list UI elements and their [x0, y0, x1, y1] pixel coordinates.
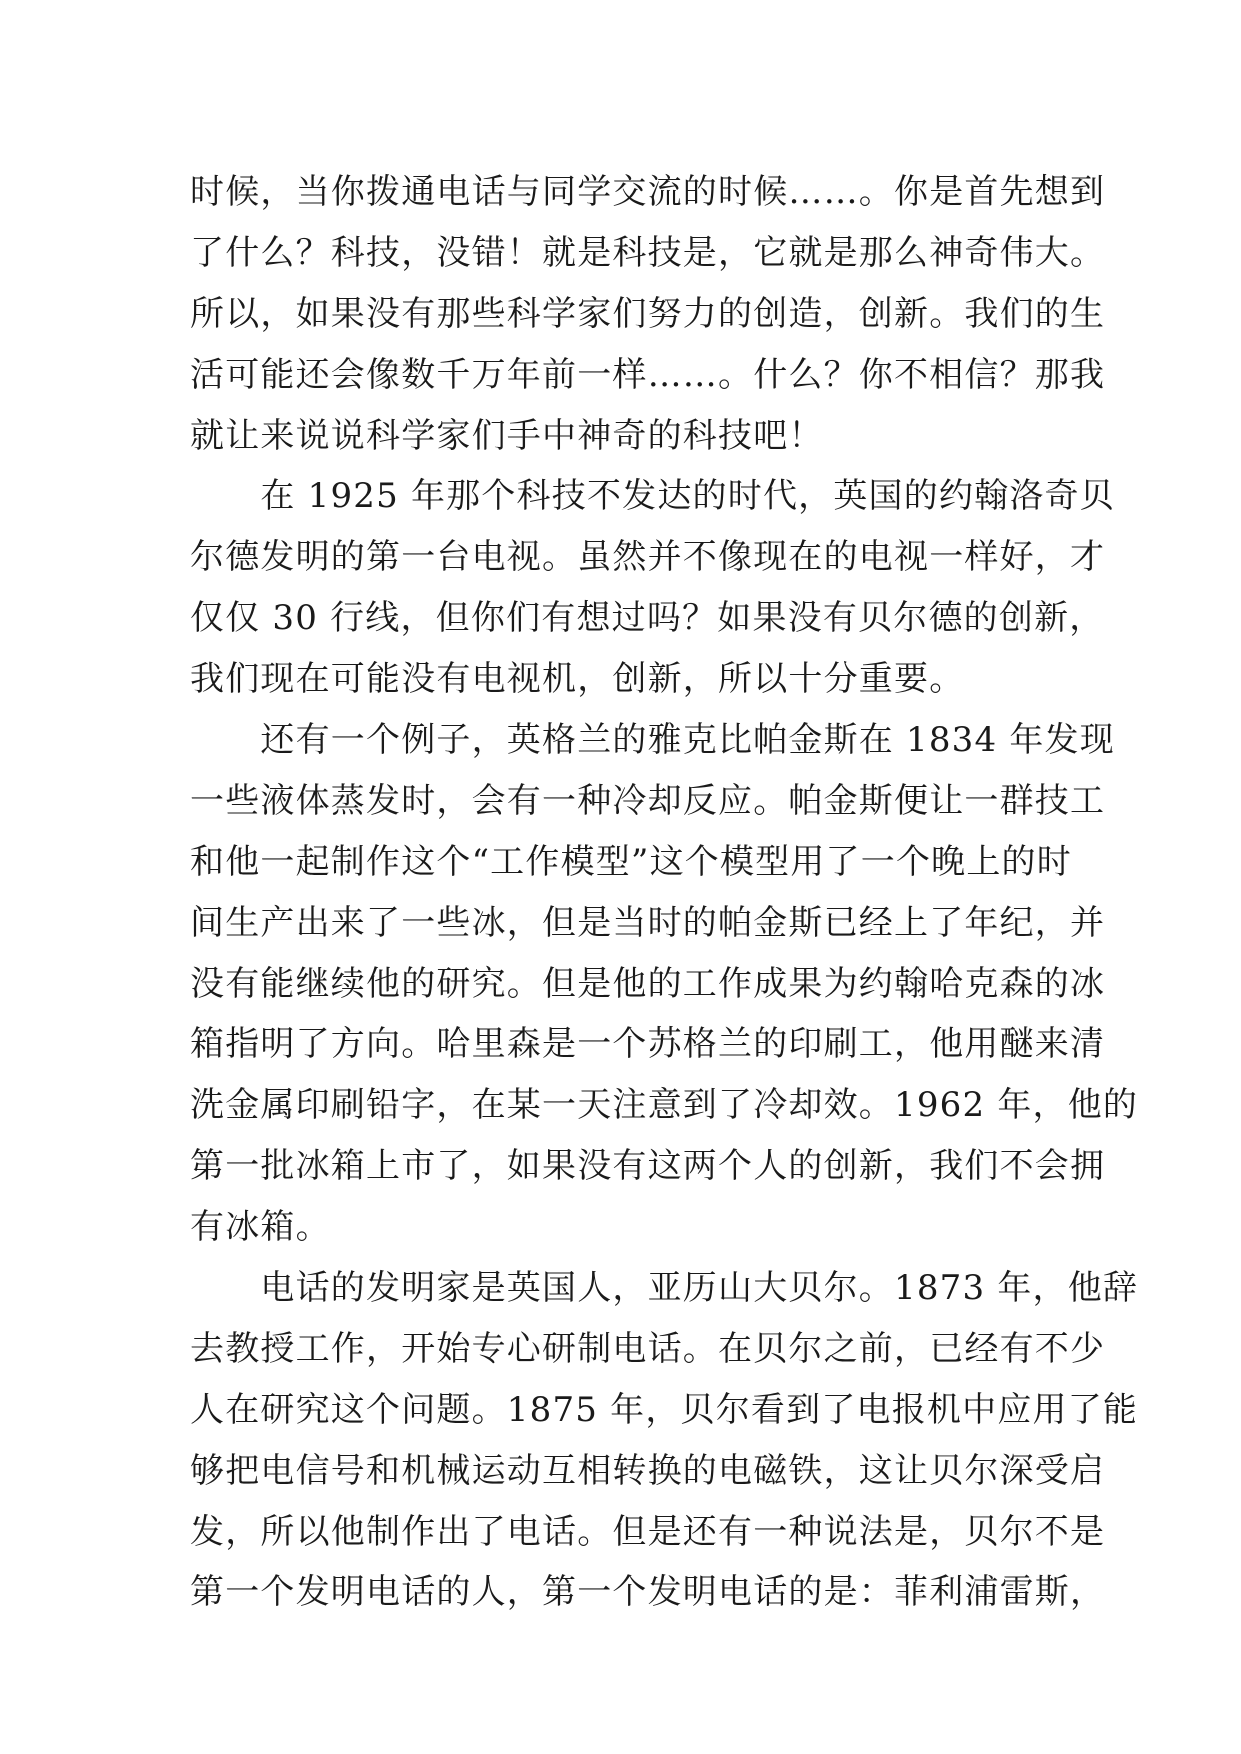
text-line: 发，所以他制作出了电话。但是还有一种说法是，贝尔不是 — [190, 1511, 1106, 1552]
text-line: 仅仅 30 行线，但你们有想过吗？如果没有贝尔德的创新， — [190, 598, 1105, 639]
text-line: 洗金属印刷铅字，在某一天注意到了冷却效。1962 年，他的 — [190, 1085, 1139, 1126]
text-line: 箱指明了方向。哈里森是一个苏格兰的印刷工，他用醚来清 — [190, 1024, 1106, 1065]
text-line: 电话的发明家是英国人，亚历山大贝尔。1873 年，他辞 — [190, 1268, 1139, 1309]
paragraph-4 — [190, 1258, 1139, 1623]
document-body — [190, 162, 1139, 1623]
paragraph-3 — [190, 710, 1139, 1258]
text-line: 人在研究这个问题。1875 年，贝尔看到了电报机中应用了能 — [190, 1389, 1139, 1430]
text-line: 够把电信号和机械运动互相转换的电磁铁，这让贝尔深受启 — [190, 1450, 1106, 1491]
text-line: 就让来说说科学家们手中神奇的科技吧！ — [190, 415, 824, 456]
text-line: 时候，当你拨通电话与同学交流的时候……。你是首先想到 — [190, 172, 1106, 212]
text-line: 第一批冰箱上市了，如果没有这两个人的创新，我们不会拥 — [190, 1146, 1106, 1187]
text-line: 第一个发明电话的人，第一个发明电话的是：菲利浦雷斯， — [190, 1572, 1106, 1613]
text-line: 还有一个例子，英格兰的雅克比帕金斯在 1834 年发现 — [190, 720, 1115, 761]
text-line: 我们现在可能没有电视机，创新，所以十分重要。 — [190, 659, 965, 700]
text-line: 尔德发明的第一台电视。虽然并不像现在的电视一样好，才 — [190, 537, 1106, 578]
text-line: 在 1925 年那个科技不发达的时代，英国的约翰洛奇贝 — [190, 476, 1115, 517]
text-line: 有冰箱。 — [190, 1207, 331, 1248]
text-line: 活可能还会像数千万年前一样……。什么？你不相信？那我 — [190, 354, 1106, 395]
text-line: 间生产出来了一些冰，但是当时的帕金斯已经上了年纪，并 — [190, 902, 1106, 943]
text-line: 去教授工作，开始专心研制电话。在贝尔之前，已经有不少 — [190, 1328, 1106, 1369]
text-line: 一些液体蒸发时，会有一种冷却反应。帕金斯便让一群技工 — [190, 780, 1106, 821]
text-line: 了什么？科技，没错！就是科技是，它就是那么神奇伟大。 — [190, 232, 1106, 273]
paragraph-2 — [190, 466, 1115, 710]
text-line: 所以，如果没有那些科学家们努力的创造，创新。我们的生 — [190, 293, 1106, 334]
text-line: 没有能继续他的研究。但是他的工作成果为约翰哈克森的冰 — [190, 963, 1106, 1004]
text-line: 和他一起制作这个“工作模型”这个模型用了一个晚上的时 — [190, 841, 1072, 882]
paragraph-1 — [190, 162, 1106, 466]
